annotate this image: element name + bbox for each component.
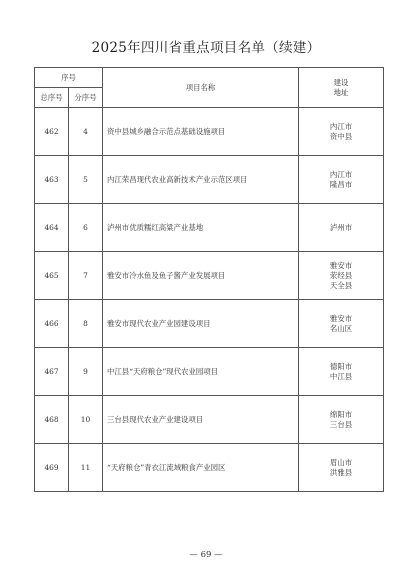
total-seq-cell: 469 xyxy=(35,444,69,492)
location-cell xyxy=(299,252,384,300)
sub-seq-cell: 10 xyxy=(69,396,103,444)
header-seq: 序号 xyxy=(35,68,103,88)
table-body xyxy=(35,108,384,492)
location-line: 内江市 xyxy=(329,169,353,179)
table-row xyxy=(35,300,384,348)
location-line: 荥经县 xyxy=(329,270,353,280)
location-line: 资中县 xyxy=(329,131,353,141)
location-line: 德阳市 xyxy=(329,361,353,371)
page-number: — 69 — xyxy=(189,550,223,560)
location-cell xyxy=(299,348,384,396)
location-line: 雅安市 xyxy=(329,313,353,323)
location-line: 洪雅县 xyxy=(329,467,353,477)
header-location-line2: 地址 xyxy=(333,87,349,97)
project-name-cell: 泸州市优质糯红高粱产业基地 xyxy=(103,204,299,252)
location-line: 雅安市 xyxy=(329,260,353,270)
header-total-seq: 总序号 xyxy=(35,88,69,108)
project-name-cell: 三台县现代农业产业建设项目 xyxy=(103,396,299,444)
sub-seq-cell: 7 xyxy=(69,252,103,300)
location-cell xyxy=(299,156,384,204)
location-line: 天全县 xyxy=(329,280,353,290)
location-line: 泸州市 xyxy=(329,222,353,232)
table-row xyxy=(35,252,384,300)
sub-seq-cell: 11 xyxy=(69,444,103,492)
location-cell xyxy=(299,396,384,444)
location-line: 名山区 xyxy=(329,323,353,333)
location-cell xyxy=(299,204,384,252)
total-seq-cell: 464 xyxy=(35,204,69,252)
header-location xyxy=(299,68,384,108)
location-line: 眉山市 xyxy=(329,457,353,467)
total-seq-cell: 468 xyxy=(35,396,69,444)
header-project-name: 项目名称 xyxy=(103,68,299,108)
location-cell xyxy=(299,300,384,348)
header-sub-seq: 分序号 xyxy=(69,88,103,108)
sub-seq-cell: 4 xyxy=(69,108,103,156)
location-line: 绵阳市 xyxy=(329,409,353,419)
table-row xyxy=(35,396,384,444)
total-seq-cell: 463 xyxy=(35,156,69,204)
location-cell xyxy=(299,108,384,156)
project-name-cell: 雅安市冷水鱼及鱼子酱产业发展项目 xyxy=(103,252,299,300)
location-line: 中江县 xyxy=(329,371,353,381)
location-line: 内江市 xyxy=(329,121,353,131)
table-row xyxy=(35,348,384,396)
project-name-cell: 内江荣昌现代农业高新技术产业示范区项目 xyxy=(103,156,299,204)
table-row xyxy=(35,204,384,252)
location-line: 隆昌市 xyxy=(329,179,353,189)
project-name-cell: 资中县城乡融合示范点基础设施项目 xyxy=(103,108,299,156)
location-line: 三台县 xyxy=(329,419,353,429)
project-table xyxy=(34,67,384,492)
sub-seq-cell: 5 xyxy=(69,156,103,204)
total-seq-cell: 467 xyxy=(35,348,69,396)
total-seq-cell: 466 xyxy=(35,300,69,348)
header-row-top xyxy=(35,68,384,88)
table-row xyxy=(35,444,384,492)
project-name-cell: 雅安市现代农业产业园建设项目 xyxy=(103,300,299,348)
total-seq-cell: 462 xyxy=(35,108,69,156)
sub-seq-cell: 9 xyxy=(69,348,103,396)
document-title: 2025年四川省重点项目名单（续建） xyxy=(91,40,321,56)
header-location-line1: 建设 xyxy=(333,77,349,87)
location-cell xyxy=(299,444,384,492)
total-seq-cell: 465 xyxy=(35,252,69,300)
table-row xyxy=(35,156,384,204)
sub-seq-cell: 6 xyxy=(69,204,103,252)
project-name-cell: “天府粮仓”青衣江流域粮食产业园区 xyxy=(103,444,299,492)
project-name-cell: 中江县“天府粮仓”现代农业园项目 xyxy=(103,348,299,396)
sub-seq-cell: 8 xyxy=(69,300,103,348)
table-row xyxy=(35,108,384,156)
